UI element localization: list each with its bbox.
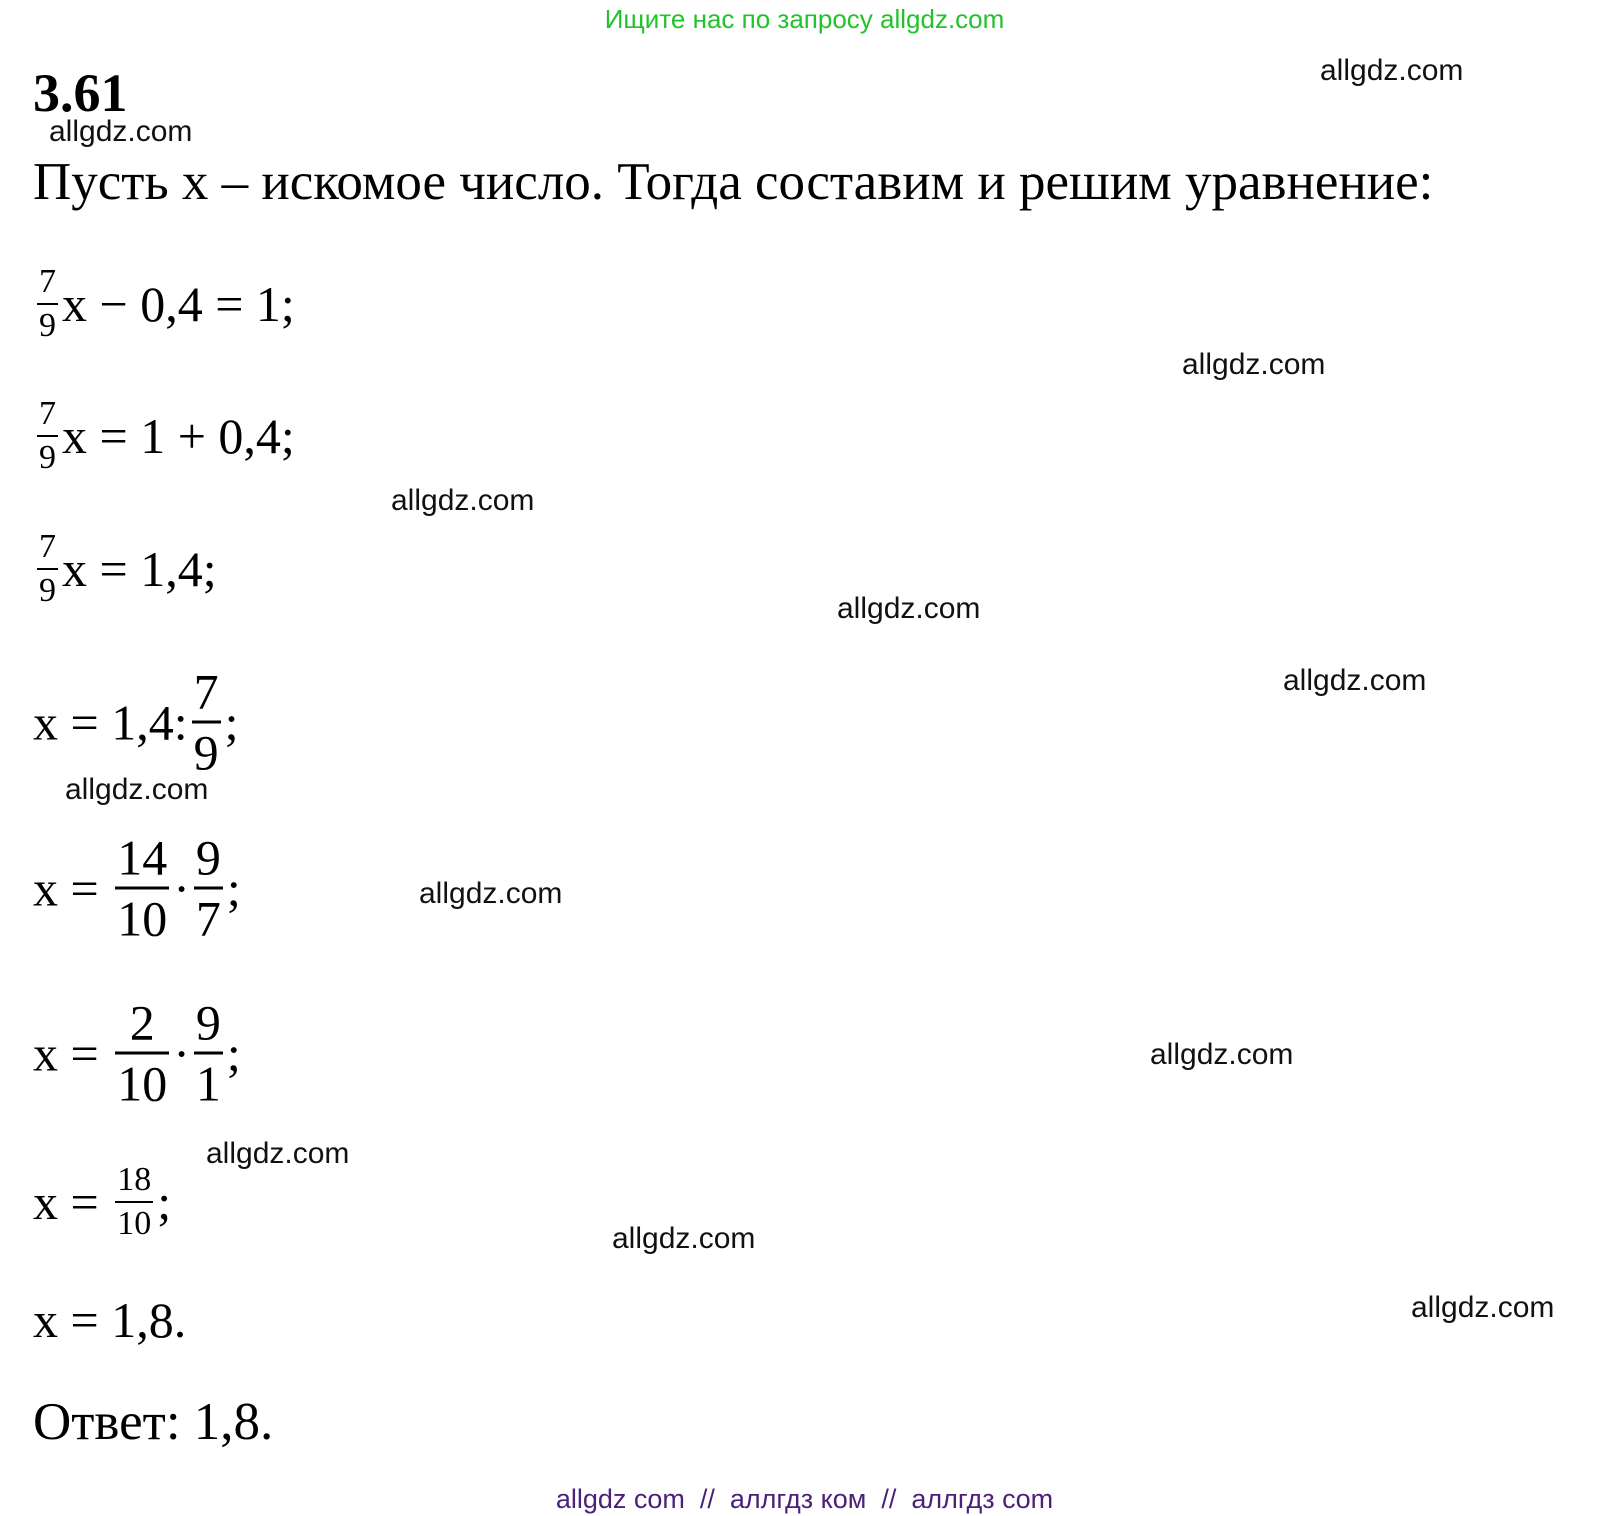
equation-lhs: x = [33, 1025, 112, 1081]
denominator: 7 [194, 887, 223, 944]
fraction [194, 994, 223, 1112]
numerator: 9 [195, 829, 221, 886]
dot: · [173, 860, 190, 916]
equation-5 [33, 829, 241, 947]
numerator: 7 [193, 663, 219, 720]
numerator: 18 [117, 1161, 152, 1198]
watermark: allgdz.com [1150, 1038, 1294, 1071]
watermark: allgdz.com [391, 484, 535, 517]
denominator: 10 [115, 1052, 169, 1109]
watermark: allgdz.com [1320, 54, 1464, 87]
watermark: allgdz.com [206, 1137, 350, 1170]
equation-rest: ; [224, 694, 239, 750]
equation-lhs: x = [33, 860, 112, 916]
equation-6 [33, 994, 241, 1112]
fraction [37, 265, 58, 343]
answer: Ответ: 1,8. [33, 1393, 274, 1451]
search-banner: Ищите нас по запросу allgdz.com [604, 4, 1005, 34]
equation-3 [33, 530, 217, 608]
fraction [194, 829, 223, 947]
equation-4 [33, 663, 239, 781]
equation-2 [33, 397, 295, 475]
watermark: allgdz.com [419, 877, 563, 910]
equation-rest: ; [157, 1174, 172, 1230]
watermark: allgdz.com [837, 592, 981, 625]
denominator: 9 [37, 435, 58, 475]
fraction [115, 1163, 153, 1241]
denominator: 9 [37, 568, 58, 608]
equation-lhs: x = 1,4: [33, 694, 188, 750]
watermark: allgdz.com [1411, 1291, 1555, 1324]
fraction [115, 829, 169, 947]
equation-rest: ; [226, 860, 241, 916]
equation-rest: x = 1 + 0,4; [62, 408, 295, 464]
fraction [37, 530, 58, 608]
equation-1 [33, 265, 295, 343]
dot: · [173, 1025, 190, 1081]
denominator: 10 [115, 887, 169, 944]
watermark: allgdz.com [612, 1222, 756, 1255]
numerator: 2 [129, 994, 155, 1051]
equation-lhs: x = 1,8. [33, 1292, 187, 1348]
equation-rest: x − 0,4 = 1; [62, 276, 295, 332]
fraction [115, 994, 169, 1112]
intro-text: Пусть x – искомое число. Тогда составим и решим уравнение: [33, 153, 1434, 211]
watermark: allgdz.com [1182, 348, 1326, 381]
numerator: 9 [195, 994, 221, 1051]
watermark: allgdz.com [49, 115, 193, 148]
fraction [192, 663, 221, 781]
problem-number: 3.61 [33, 63, 128, 123]
numerator: 7 [39, 528, 56, 565]
equation-8 [33, 1291, 186, 1349]
numerator: 7 [39, 395, 56, 432]
fraction [37, 397, 58, 475]
denominator: 1 [194, 1052, 223, 1109]
denominator: 9 [192, 721, 221, 778]
numerator: 14 [117, 829, 168, 886]
denominator: 10 [115, 1201, 153, 1241]
denominator: 9 [37, 303, 58, 343]
numerator: 7 [39, 263, 56, 300]
equation-lhs: x = [33, 1174, 112, 1230]
watermark: allgdz.com [1283, 664, 1427, 697]
footer-links: allgdz com // аллгдз ком // аллгдз com [555, 1484, 1054, 1514]
watermark: allgdz.com [65, 773, 209, 806]
equation-rest: x = 1,4; [62, 541, 217, 597]
equation-7 [33, 1163, 171, 1241]
equation-rest: ; [226, 1025, 241, 1081]
